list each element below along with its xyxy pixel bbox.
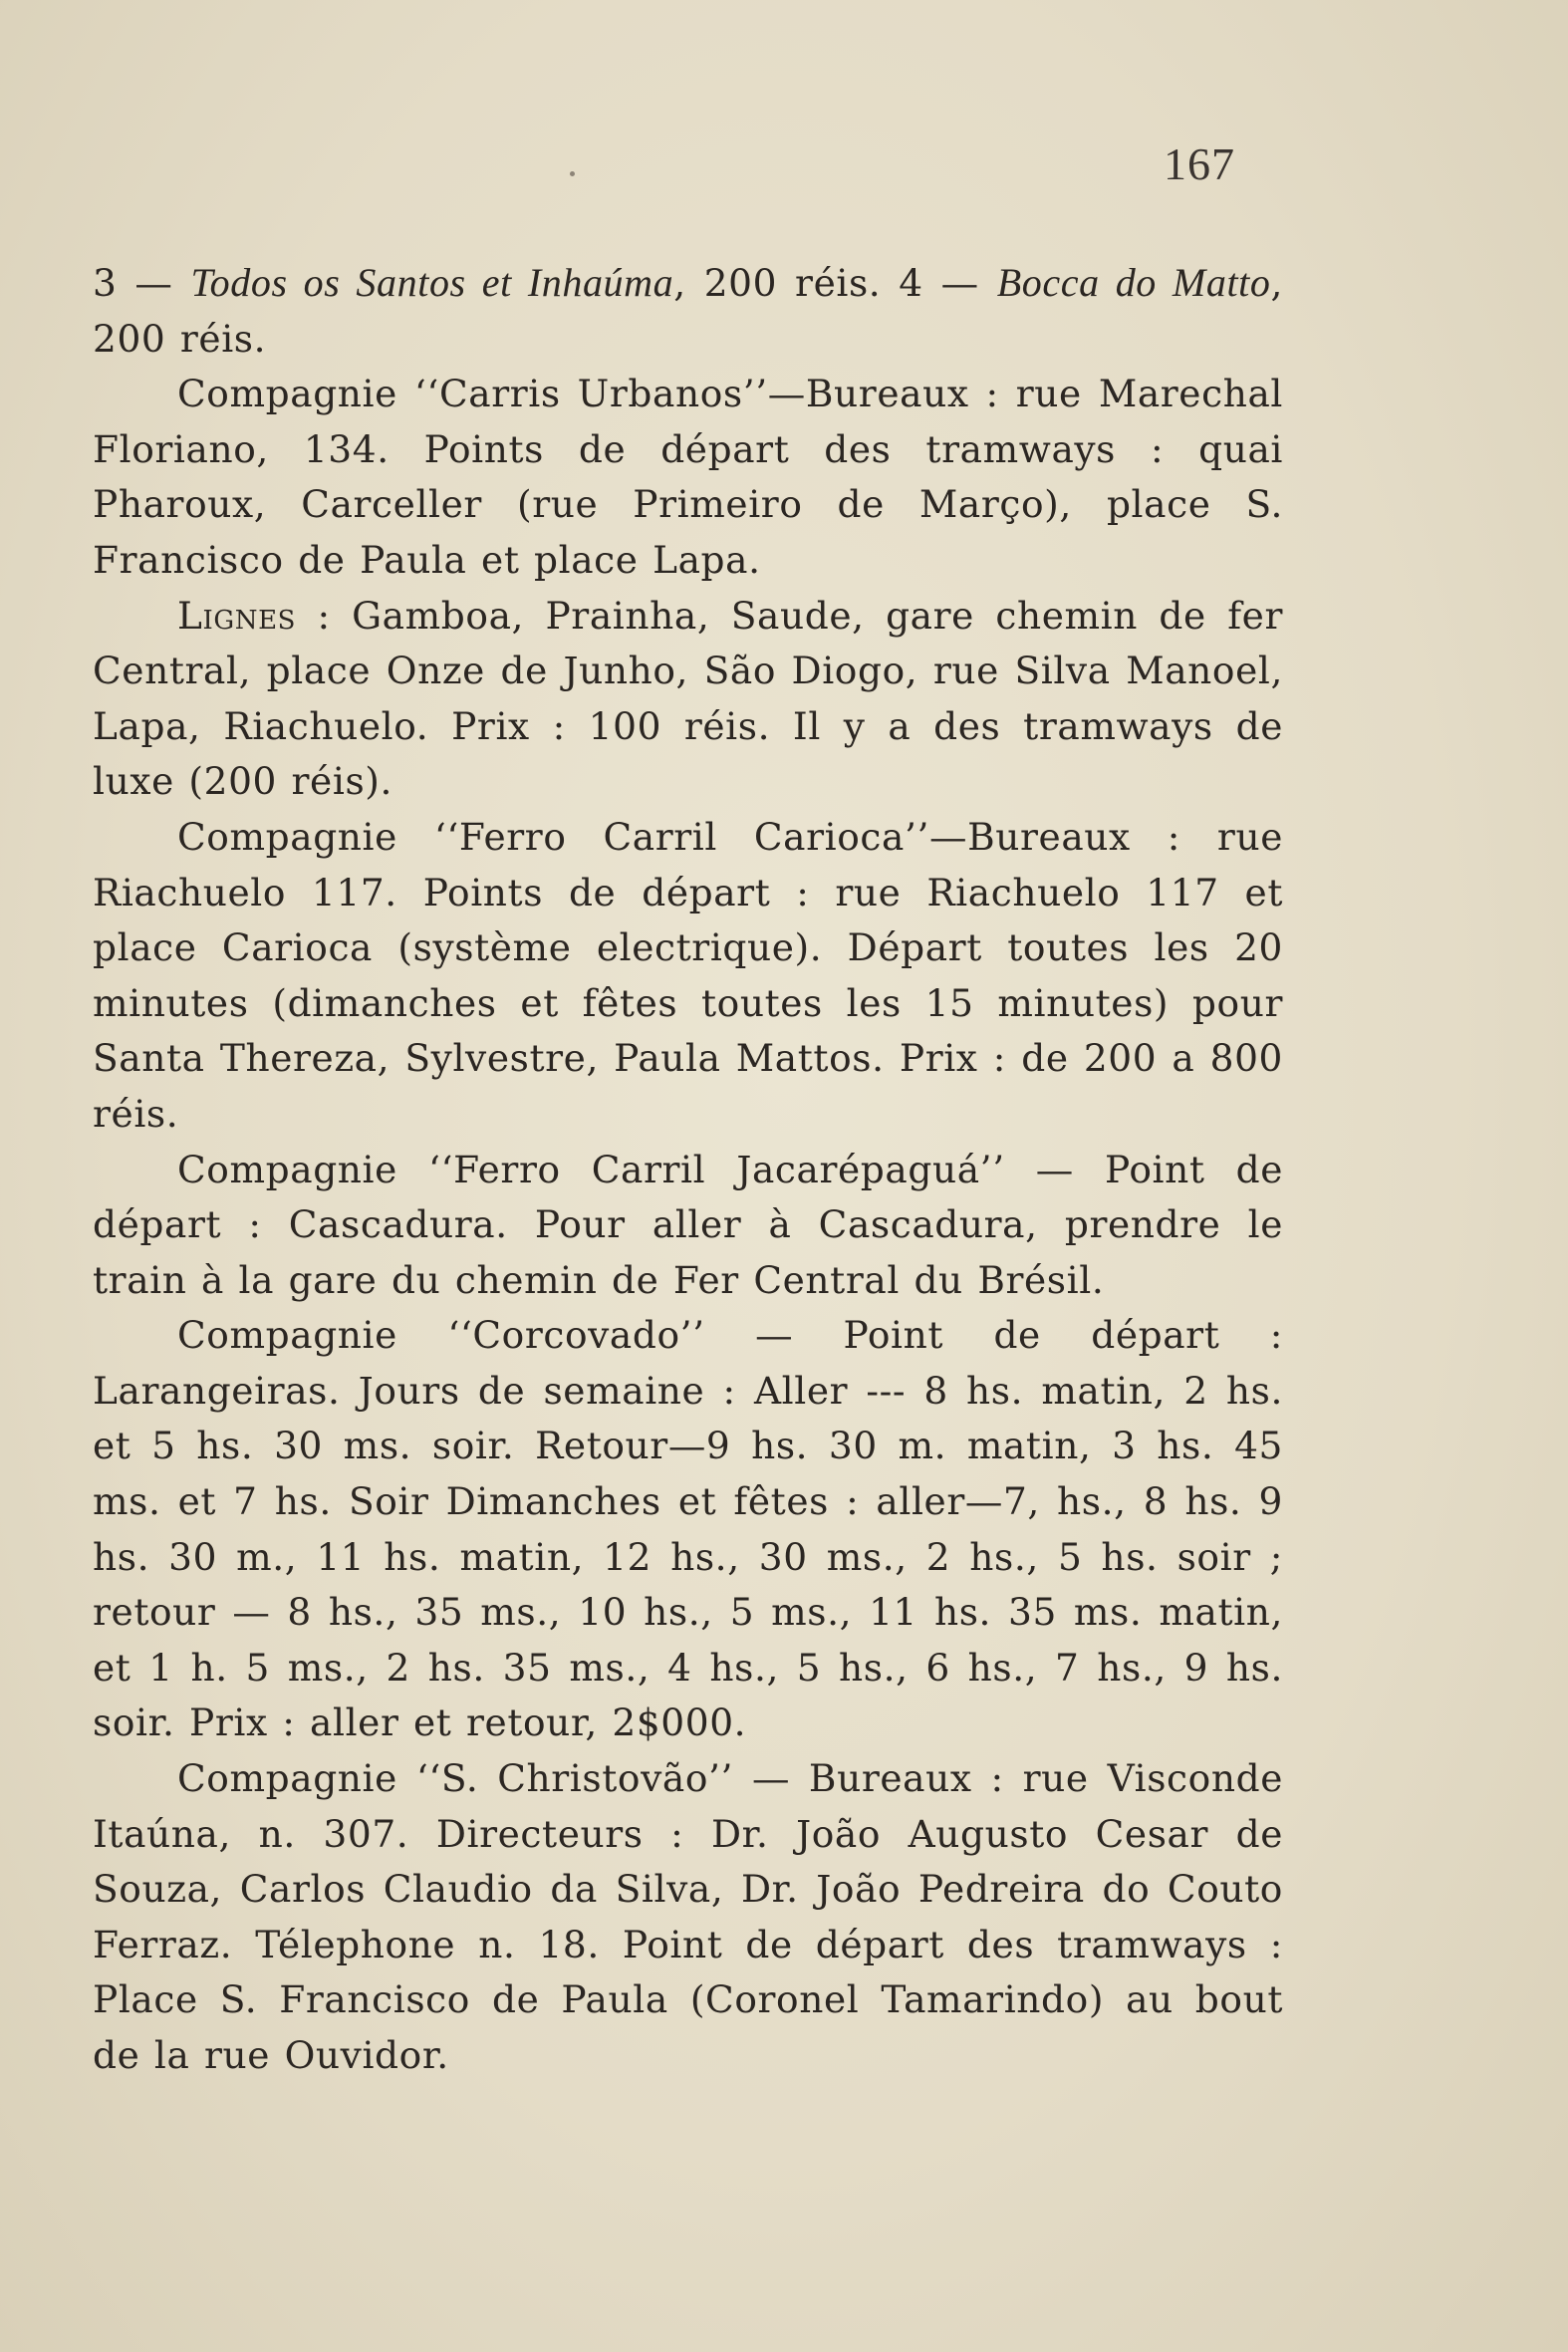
page-number: 167 — [1164, 138, 1235, 189]
page-body — [93, 255, 1283, 2084]
paragraph-ferro-carril-jacarepagua: Compagnie ‘‘Ferro Carril Jacarépaguá’’ — Point de départ : Cascadura. Pour aller à Cascadura, prendre le train à la gare du chemin de Fer Central du Brésil. — [93, 1147, 1283, 1302]
paragraph-s-christovao: Compagnie ‘‘S. Christovão’’ — Bureaux : rue Visconde Itaúna, n. 307. Directeurs : Dr. João Augusto Cesar de Souza, Carlos Claudio da Silva, Dr. João Pedreira do Couto Ferraz. Télephone n. 18. Point de départ des tramways : Place S. Francisco de Paula (Coronel Tamarindo) au bout de la rue Ouvidor. — [93, 1756, 1283, 2077]
paragraph-corcovado: Compagnie ‘‘Corcovado’’ — Point de départ : Larangeiras. Jours de semaine : Aller --- 8 hs. matin, 2 hs. et 5 hs. 30 ms. soir. Retour—9 hs. 30 m. matin, 3 hs. 45 ms. et 7 hs. Soir Dimanches et fêtes : aller—7, hs., 8 hs. 9 hs. 30 m., 11 hs. matin, 12 hs., 30 ms., 2 hs., 5 hs. soir ; retour — 8 hs., 35 ms., 10 hs., 5 ms., 11 hs. 35 ms. matin, et 1 h. 5 ms., 2 hs. 35 ms., 4 hs., 5 hs., 6 hs., 7 hs., 9 hs. soir. Prix : aller et retour, 2$000. — [93, 1313, 1283, 1745]
route-3-number: 3 — — [93, 261, 191, 305]
lignes-label: Lignes — [177, 593, 297, 638]
paragraph-carris-urbanos: Compagnie ‘‘Carris Urbanos’’—Bureaux : rue Marechal Floriano, 134. Points de départ des tramways : quai Pharoux, Carceller (rue Primeiro de Março), place S. Francisco de Paula et place Lapa. — [93, 372, 1283, 582]
paragraph-lignes — [93, 589, 1283, 810]
route-3-name: Todos os Santos et Inhaúma — [190, 260, 674, 305]
route-3-price: , 200 réis. 4 — — [673, 261, 997, 305]
route-4-name: Bocca do Matto — [996, 260, 1271, 305]
lignes-text: : Gamboa, Prainha, Saude, gare chemin de fer Central, place Onze de Junho, São Diogo, rue Silva Manoel, Lapa, Riachuelo. Prix : 100 réis. Il y a des tramways de luxe (200 réis). — [93, 593, 1283, 804]
speck-mark — [570, 171, 575, 176]
paragraph-routes-continued — [93, 255, 1283, 367]
paragraph-ferro-carril-carioca: Compagnie ‘‘Ferro Carril Carioca’’—Bureaux : rue Riachuelo 117. Points de départ : rue Riachuelo 117 et place Carioca (système electrique). Départ toutes les 20 minutes (dimanches et fêtes toutes les 15 minutes) pour Santa Thereza, Sylvestre, Paula Mattos. Prix : de 200 a 800 réis. — [93, 814, 1283, 1136]
route-4-price: , 200 réis. — [93, 261, 1284, 361]
